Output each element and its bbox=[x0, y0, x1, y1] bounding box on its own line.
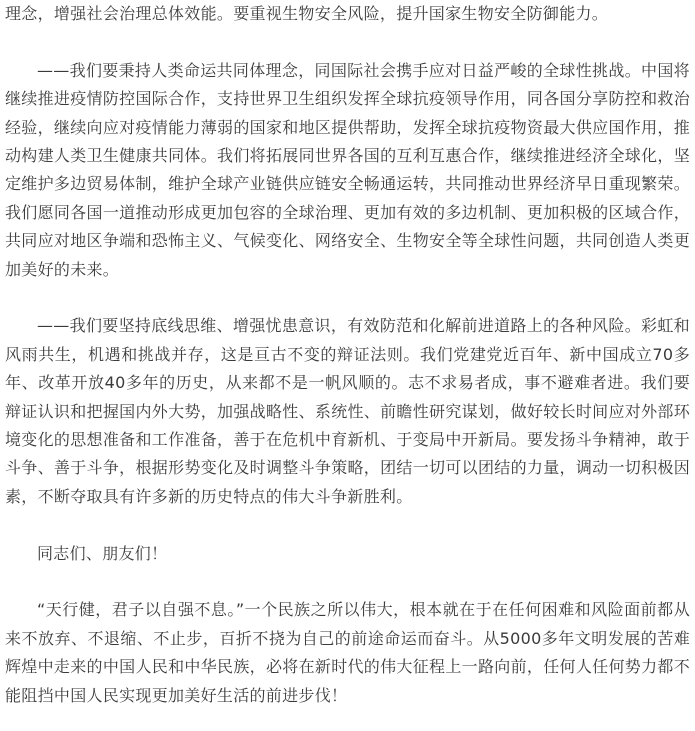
paragraph-spacer bbox=[5, 568, 690, 596]
paragraph-spacer bbox=[5, 511, 690, 539]
paragraph-2: ——我们要秉持人类命运共同体理念，同国际社会携手应对日益严峻的全球性挑战。中国将继续推进疫情防控国际合作，支持世界卫生组织发挥全球抗疫领导作用，同各国分享防控和救治经验，继续向应对疫情能力薄弱的国家和地区提供帮助，发挥全球抗疫物资最大供应国作用，推动构建人类卫生健康共同体。我们将拓展同世界各国的互利互惠合作，继续推进经济全球化，坚定维护多边贸易体制，维护全球产业链供应链安全畅通运转，共同推动世界经济早日重现繁荣。我们愿同各国一道推动形成更加包容的全球治理、更加有效的多边机制、更加积极的区域合作，共同应对地区争端和恐怖主义、气候变化、网络安全、生物安全等全球性问题，共同创造人类更加美好的未来。 bbox=[5, 60, 690, 279]
paragraph-4: 同志们、朋友们！ bbox=[37, 543, 168, 563]
paragraph-spacer bbox=[5, 28, 690, 56]
paragraph-spacer bbox=[5, 284, 690, 312]
paragraph-1: 理念，增强社会治理总体效能。要重视生物安全风险，提升国家生物安全防御能力。 bbox=[5, 4, 609, 23]
article-body bbox=[5, 0, 690, 710]
paragraph-5: “天行健，君子以自强不息。”一个民族之所以伟大，根本就在于在任何困难和风险面前都从来不放弃、不退缩、不止步，百折不挠为自己的前途命运而奋斗。从5000多年文明发展的苦难辉煌中走来的中国人民和中华民族，必将在新时代的伟大征程上一路向前，任何人任何势力都不能阻挡中国人民实现更加美好生活的前进步伐！ bbox=[5, 600, 690, 705]
paragraph-3: ——我们要坚持底线思维、增强忧患意识，有效防范和化解前进道路上的各种风险。彩虹和风雨共生，机遇和挑战并存，这是亘古不变的辩证法则。我们党建党近百年、新中国成立70多年、改革开放40多年的历史，从来都不是一帆风顺的。志不求易者成，事不避难者进。我们要辩证认识和把握国内外大势，加强战略性、系统性、前瞻性研究谋划，做好较长时间应对外部环境变化的思想准备和工作准备，善于在危机中育新机、于变局中开新局。要发扬斗争精神，敢于斗争、善于斗争，根据形势变化及时调整斗争策略，团结一切可以团结的力量，调动一切积极因素，不断夺取具有许多新的历史特点的伟大斗争新胜利。 bbox=[5, 316, 690, 506]
